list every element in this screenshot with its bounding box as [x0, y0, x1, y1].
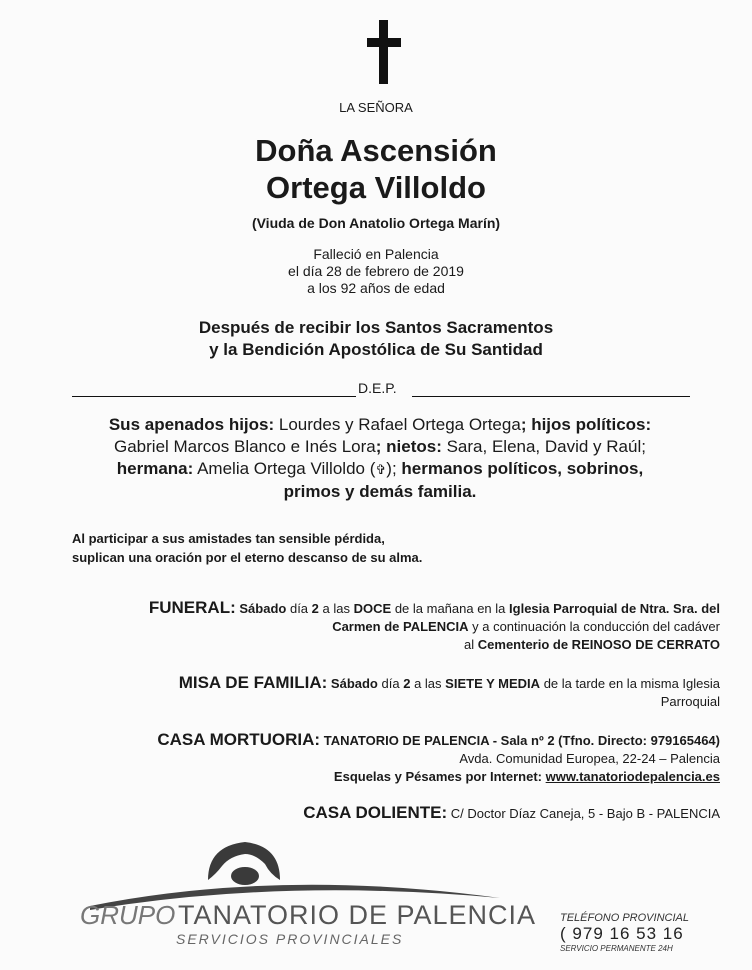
- sacraments-line2: y la Bendición Apostólica de Su Santidad: [209, 340, 543, 359]
- phone-service: SERVICIO PERMANENTE 24H: [560, 944, 673, 953]
- misa-block: MISA DE FAMILIA: Sábado día 2 a las SIETE Y MEDIA de la tarde en la misma Iglesia Parroquial: [178, 673, 720, 709]
- logo-sub: SERVICIOS PROVINCIALES: [176, 931, 404, 947]
- phone-block: [560, 912, 700, 953]
- company-logo: [80, 828, 537, 947]
- phone-icon: (: [560, 924, 567, 943]
- sacraments-line1: Después de recibir los Santos Sacramentos: [198, 318, 554, 337]
- cross-small-icon: ✞: [375, 462, 387, 477]
- participation: Al participar a sus amistades tan sensible pérdida, suplican una oración por el eterno descanso de su alma.: [72, 531, 423, 565]
- phone-number[interactable]: ( 979 16 53 16: [560, 924, 684, 943]
- dep-text: D.E.P.: [358, 380, 397, 396]
- family-block: Sus apenados hijos: Lourdes y Rafael Ortega Ortega; hijos políticos: Gabriel Marcos Blanco e Inés Lora; nietos: Sara, Elena, David y Raúl; hermana: Amelia Ortega Villoldo (✞); hermanos políticos, sobrinos, primos y demás familia.: [108, 415, 652, 501]
- deceased-name-line1: Doña Ascensión: [255, 133, 497, 168]
- casa-mortuoria-block: CASA MORTUORIA: TANATORIO DE PALENCIA - Sala nº 2 (Tfno. Directo: 979165464) Avda. Comunidad Europea, 22-24 – Palencia Esquelas y Pésames por Internet: www.tanatoriodepalencia.es: [157, 730, 720, 784]
- death-line3: a los 92 años de edad: [307, 280, 445, 296]
- website-link[interactable]: www.tanatoriodepalencia.es: [545, 769, 720, 784]
- casa-doliente-block: CASA DOLIENTE: C/ Doctor Díaz Caneja, 5 - Bajo B - PALENCIA: [303, 803, 720, 822]
- logo-grupo: GRUPO: [80, 900, 176, 930]
- dep-separator: [72, 380, 690, 400]
- phone-label: TELÉFONO PROVINCIAL: [560, 912, 689, 924]
- deceased-name-line2: Ortega Villoldo: [266, 170, 486, 205]
- header-title: LA SEÑORA: [339, 100, 413, 115]
- logo-name: TANATORIO DE PALENCIA: [178, 900, 537, 930]
- funeral-block: FUNERAL: Sábado día 2 a las DOCE de la mañana en la Iglesia Parroquial de Ntra. Sra. del Carmen de PALENCIA y a continuación la conducción del cadáver al Cementerio de REINOSO DE CERRATO: [148, 598, 720, 652]
- death-line2: el día 28 de febrero de 2019: [288, 263, 464, 279]
- logo-dome-core: [231, 867, 259, 885]
- cross-icon: [367, 20, 401, 84]
- widow-note: (Viuda de Don Anatolio Ortega Marín): [251, 215, 501, 231]
- death-line1: Falleció en Palencia: [313, 246, 439, 262]
